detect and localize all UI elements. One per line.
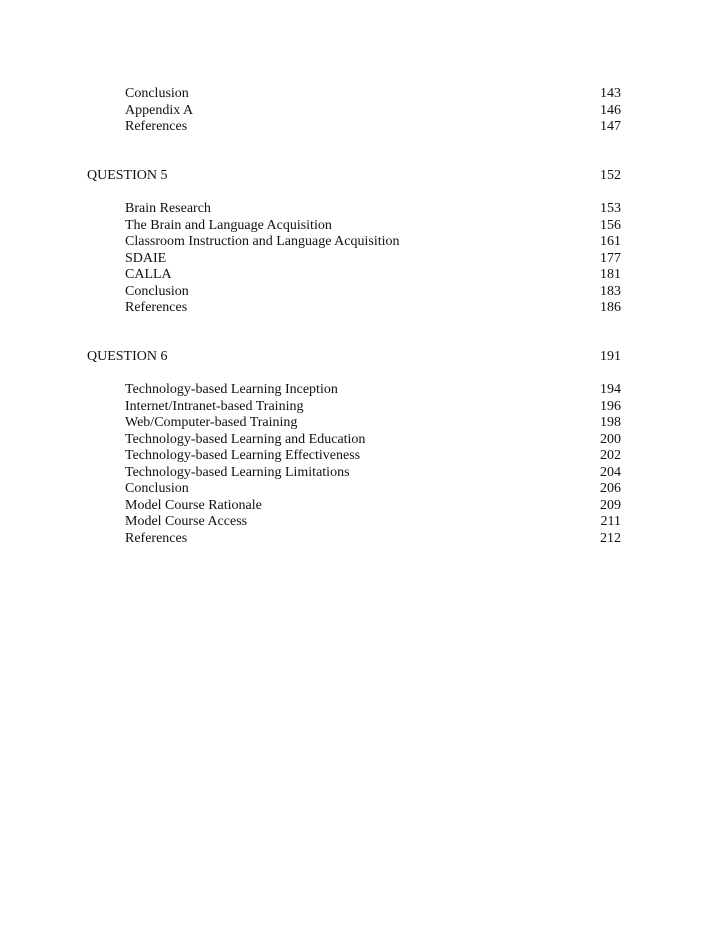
toc-entry xyxy=(0,498,728,515)
toc-heading-page: 191 xyxy=(600,349,621,364)
toc-entry-page: 206 xyxy=(600,481,621,496)
toc-entry-title: Conclusion xyxy=(125,86,189,101)
toc-heading-title: QUESTION 6 xyxy=(87,349,168,364)
toc-entry xyxy=(0,300,728,317)
toc-section-question-5-entries xyxy=(0,201,728,317)
toc-entry-page: 202 xyxy=(600,448,621,463)
toc-entry-page: 181 xyxy=(600,267,621,282)
toc-entry-page: 153 xyxy=(600,201,621,216)
toc-entry xyxy=(0,103,728,120)
toc-section-question-6 xyxy=(0,349,728,366)
toc-entry-page: 200 xyxy=(600,431,621,447)
toc-section-question-4-tail xyxy=(0,86,728,136)
toc-entry-page: 161 xyxy=(600,234,621,249)
toc-entry-title: Internet/Intranet-based Training xyxy=(125,398,304,414)
toc-entry-title: Technology-based Learning Effectiveness xyxy=(125,448,361,463)
toc-entry-title: SDAIE xyxy=(125,250,167,266)
toc-entry xyxy=(0,514,728,531)
toc-entry-title: Technology-based Learning and Education xyxy=(125,431,366,447)
toc-entry-page: 212 xyxy=(600,530,621,546)
toc-entry-title: Conclusion xyxy=(125,481,189,496)
toc-entry xyxy=(0,267,728,284)
toc-entry xyxy=(0,531,728,548)
toc-heading xyxy=(0,349,728,366)
toc-entry-page: 146 xyxy=(600,102,621,118)
toc-entry-title: Model Course Access xyxy=(125,514,248,529)
toc-entry xyxy=(0,432,728,449)
toc-entry-title: Model Course Rationale xyxy=(125,497,262,513)
toc-entry xyxy=(0,251,728,268)
toc-entry xyxy=(0,415,728,432)
toc-entry-page: 194 xyxy=(600,382,621,397)
toc-entry-title: Conclusion xyxy=(125,283,189,299)
toc-entry-page: 196 xyxy=(600,398,621,414)
toc-entry xyxy=(0,234,728,251)
toc-entry xyxy=(0,399,728,416)
toc-entry-title: References xyxy=(125,300,188,315)
toc-section-question-5 xyxy=(0,168,728,185)
toc-entry-page: 143 xyxy=(600,86,621,101)
toc-entry xyxy=(0,382,728,399)
toc-entry-title: Technology-based Learning Inception xyxy=(125,382,338,397)
toc-entry xyxy=(0,448,728,465)
toc-entry-title: Web/Computer-based Training xyxy=(125,415,298,430)
toc-entry-title: References xyxy=(125,530,188,546)
toc-entry-page: 198 xyxy=(600,415,621,430)
toc-entry xyxy=(0,119,728,136)
toc-heading-title: QUESTION 5 xyxy=(87,168,168,183)
toc-entry xyxy=(0,201,728,218)
toc-section-question-6-entries xyxy=(0,382,728,547)
toc-entry-page: 186 xyxy=(600,300,621,315)
toc-entry-page: 204 xyxy=(600,464,621,480)
toc-entry-title: CALLA xyxy=(125,267,172,282)
toc-heading-page: 152 xyxy=(600,168,621,183)
toc-entry xyxy=(0,284,728,301)
toc-entry-title: Technology-based Learning Limitations xyxy=(125,464,350,480)
toc-entry xyxy=(0,218,728,235)
toc-entry xyxy=(0,465,728,482)
toc-entry-title: Brain Research xyxy=(125,201,211,216)
toc-entry-page: 183 xyxy=(600,283,621,299)
toc-entry-title: Classroom Instruction and Language Acquisition xyxy=(125,234,400,249)
toc-entry-page: 209 xyxy=(600,497,621,513)
toc-entry-page: 211 xyxy=(600,514,621,529)
toc-heading xyxy=(0,168,728,185)
toc-entry-page: 156 xyxy=(600,217,621,233)
toc-entry xyxy=(0,86,728,103)
toc-entry-title: Appendix A xyxy=(125,102,194,118)
toc-entry-page: 147 xyxy=(600,119,621,134)
toc-entry-page: 177 xyxy=(600,250,621,266)
toc-entry-title: References xyxy=(125,119,188,134)
toc-entry-title: The Brain and Language Acquisition xyxy=(125,217,332,233)
toc-entry xyxy=(0,481,728,498)
